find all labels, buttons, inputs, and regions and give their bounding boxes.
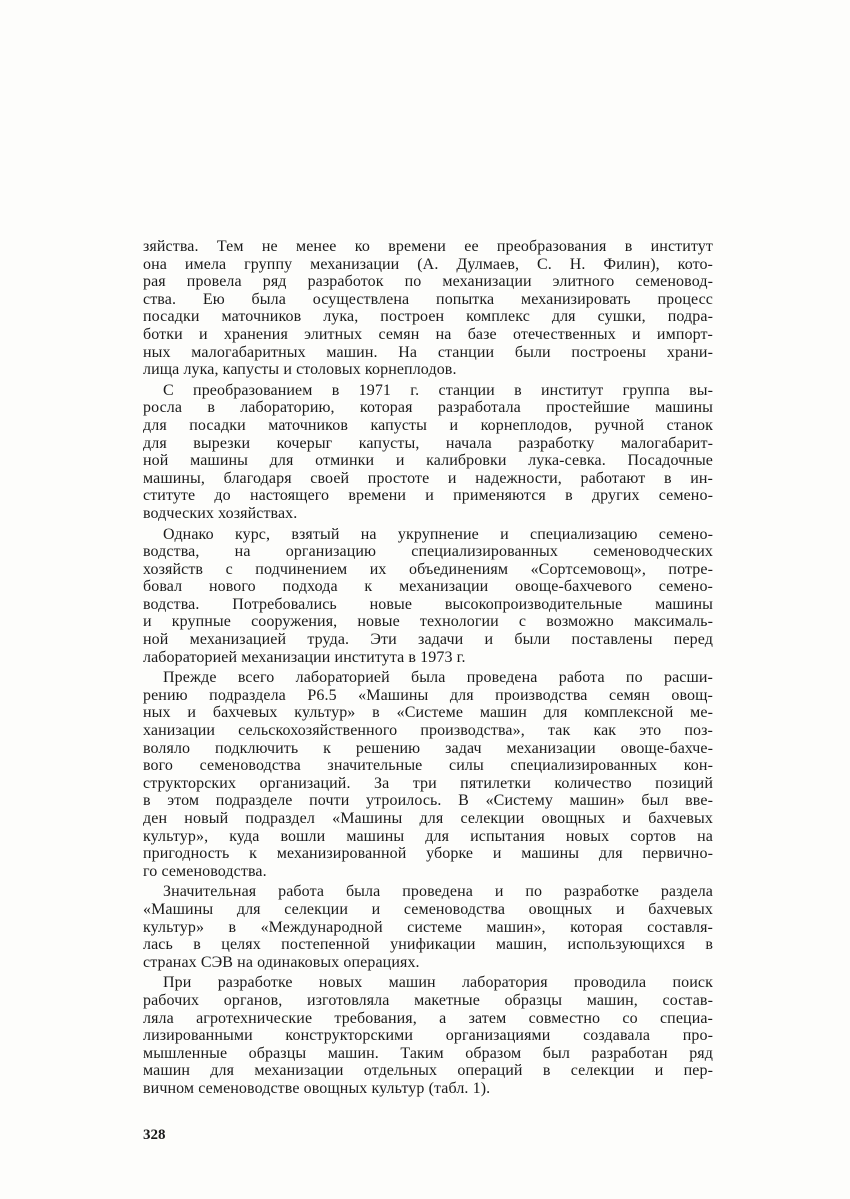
text-line: водческих хозяйствах.: [143, 504, 298, 522]
text-line: странах СЭВ на одинаковых операциях.: [143, 953, 420, 971]
text-line: водства, на организацию специализированных семеноводческих: [143, 543, 713, 561]
text-line: ституте до настоящего времени и применяются в других семено-: [143, 487, 713, 505]
page-number: 328: [143, 1127, 166, 1143]
text-line: лища лука, капусты и столовых корнеплодов.: [143, 361, 457, 379]
text-line: лизированными конструкторскими организациями создавала про-: [143, 1027, 713, 1045]
text-line: При разработке новых машин лаборатория проводила поиск: [163, 974, 713, 992]
paragraph: [143, 669, 713, 880]
text-line: машин для механизации отдельных операций в селекции и пер-: [143, 1062, 713, 1080]
text-line: рая провела ряд разработок по механизации элитного семеновод-: [143, 273, 713, 291]
text-line: С преобразованием в 1971 г. станции в институт группа вы-: [163, 381, 713, 399]
paragraph: [143, 883, 713, 971]
text-line: росла в лабораторию, которая разработала простейшие машины: [143, 399, 713, 417]
text-line: лась в целях постепенной унификации машин, использующихся в: [143, 936, 713, 954]
paragraph: [143, 382, 713, 523]
text-line: ботки и хранения элитных семян на базе отечественных и импорт-: [143, 325, 713, 343]
paragraph: [143, 974, 713, 1097]
text-line: воляло подключить к решению задач механизации овоще-бахче-: [143, 739, 713, 757]
text-line: структорских организаций. За три пятилетки количество позиций: [143, 774, 713, 792]
text-line: машины, благодаря своей простоте и надежности, работают в ин-: [143, 469, 713, 487]
text-line: вичном семеноводстве овощных культур (табл. 1).: [143, 1079, 491, 1097]
text-line: для вырезки кочерыг капусты, начала разработку малогабарит-: [143, 434, 713, 452]
body-text: [143, 238, 713, 1101]
text-line: лабораторией механизации института в 1973 г.: [143, 648, 466, 666]
text-line: рению подраздела Р6.5 «Машины для производства семян овощ-: [143, 686, 713, 704]
text-line: посадки маточников лука, построен комплекс для сушки, подра-: [143, 308, 713, 326]
text-line: ной машины для отминки и калибровки лука-севка. Посадочные: [143, 452, 713, 470]
text-line: пригодность к механизированной уборке и машины для первично-: [143, 845, 713, 863]
text-line: ханизации сельскохозяйственного производства», так как это поз-: [143, 722, 713, 740]
text-line: го семеноводства.: [143, 862, 267, 880]
text-line: ных малогабаритных машин. На станции были построены храни-: [143, 343, 713, 361]
text-line: хозяйств с подчинением их объединениям «Сортсемовощ», потре-: [143, 560, 713, 578]
text-line: бовал нового подхода к механизации овоще-бахчевого семено-: [143, 578, 713, 596]
text-line: для посадки маточников капусты и корнеплодов, ручной станок: [143, 416, 713, 434]
paragraph: [143, 238, 713, 379]
paragraph: [143, 526, 713, 667]
text-line: она имела группу механизации (А. Дулмаев, С. Н. Филин), кото-: [143, 255, 713, 273]
text-line: мышленные образцы машин. Таким образом был разработан ряд: [143, 1044, 713, 1062]
text-line: в этом подразделе почти утроилось. В «Систему машин» был вве-: [143, 792, 713, 810]
text-line: вого семеноводства значительные силы специализированных кон-: [143, 757, 713, 775]
text-line: рабочих органов, изготовляла макетные образцы машин, состав-: [143, 991, 713, 1009]
text-line: и крупные сооружения, новые технологии с возможно максималь-: [143, 613, 713, 631]
text-line: ной механизацией труда. Эти задачи и были поставлены перед: [143, 631, 713, 649]
text-line: Однако курс, взятый на укрупнение и специализацию семено-: [163, 525, 713, 543]
text-line: Значительная работа была проведена и по разработке раздела: [163, 883, 713, 901]
text-line: «Машины для селекции и семеноводства овощных и бахчевых: [143, 900, 713, 918]
text-line: ства. Ею была осуществлена попытка механизировать процесс: [143, 290, 713, 308]
text-line: водства. Потребовались новые высокопроизводительные машины: [143, 595, 713, 613]
text-line: зяйства. Тем не менее ко времени ее преобразования в институт: [143, 238, 713, 255]
text-line: культур» в «Международной системе машин», которая составля-: [143, 918, 713, 936]
text-line: Прежде всего лабораторией была проведена работа по расши-: [163, 669, 713, 687]
text-line: культур», куда вошли машины для испытания новых сортов на: [143, 827, 713, 845]
text-line: ных и бахчевых культур» в «Системе машин для комплексной ме-: [143, 704, 713, 722]
text-line: ляла агротехнические требования, а затем совместно со специа-: [143, 1009, 713, 1027]
text-line: ден новый подраздел «Машины для селекции овощных и бахчевых: [143, 810, 713, 827]
